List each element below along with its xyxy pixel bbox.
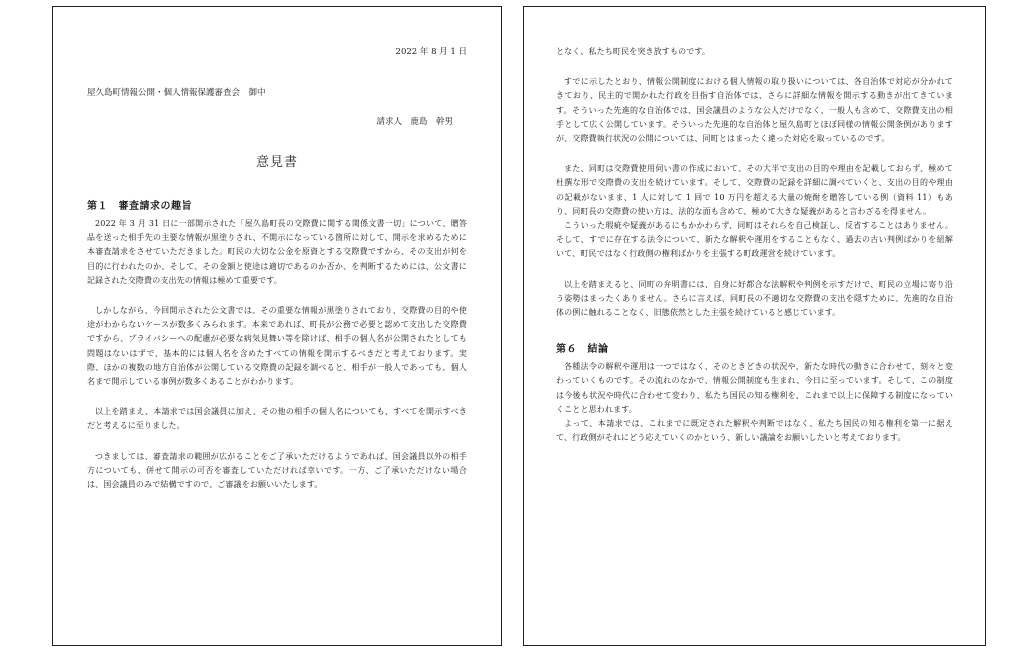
document-page-left [52,6,502,646]
paragraph: つきましては、審査請求の範囲が広がることをご了承いただけるようであれば、国会議員以外の相手方についても、併せて開示の可否を審査していただければ幸いです。一方、ご了承いただけない場合は、国会議員のみで結構ですので、ご審議をお願いいたします。 [87,451,467,490]
paragraph: 各種法令の解釈や運用は一つではなく、そのときどきの状況や、新たな時代の動きに合わせて、刻々と変わっていくものです。その流れのなかで、情報公開制度も生まれ、今日に至っています。そして、この制度は今後も状況や時代に合わせて変わり、私たち国民の知る権利を、これまで以上に保障する制度になっていくことと思われます。 [556,362,953,414]
section-heading: 第１ 審査請求の趣旨 [87,201,192,212]
paragraph: また、同町は交際費使用伺い書の作成において、その大半で支出の目的や理由を記載しておらず、極めて杜撰な形で交際費の支出を続けています。そして、交際費の記録を詳細に調べていくと、支出の目的や理由の記載がないまま、1 人に対して 1 回で 10 万円を超える大量の焼酎を贈答している例（資料 11）もあり、同町長の交際費の使い方は、法的な面も含めて、極めて大きな疑義があると言わざるを得ません。 [556,164,953,216]
continuation-line: となく、私たち町民を突き放すものです。 [556,47,711,56]
paragraph: 以上を踏まえ、本請求では国会議員に加え、その他の相手の個人名についても、すべてを開示すべきだと考えるに至りました。 [87,407,467,431]
left-body [87,197,467,492]
paragraph: しかしながら、今回開示された公文書では、その重要な情報が黒塗りされており、交際費の目的や使途がわからないケースが数多くみられます。本来であれば、町長が公務で必要と認めて支出した交際費ですから、プライバシーへの配慮が必要な病気見舞い等を除けば、相手の個人名が公開されたとしても問題はないはずで、基本的には個人名を含めたすべての情報を開示するべきだと考えております。実際、ほかの複数の地方自治体が公開している交際費の記録を調べると、相手が一般人であっても、個人名まで開示している事例が数多くあることがわかります。 [87,306,467,387]
requester-name: 請求人 鹿島 幹男 [376,117,453,127]
paragraph: よって、本請求では、これまでに既定された解釈や判断ではなく、私たち国民の知る権利を第一に据えて、行政側がそれにどう応えていくのかという、新しい議論をお願いしたいと考えております。 [556,419,953,443]
paragraph: 以上を踏まえると、同町の弁明書には、自身に好都合な法解釈や判例を示すだけで、町民の立場に寄り沿う姿勢はまったくありません。さらに言えば、同町長の不適切な交際費の支出を隠すために、先進的な自治体の例に触れることなく、旧態依然とした主張を続けていると感じています。 [556,279,953,318]
section-heading: 第６ 結論 [556,344,609,356]
right-body [556,45,953,445]
paragraph: すでに示したとおり、情報公開制度における個人情報の取り扱いについては、各自治体で対応が分かれてきており、民主的で開かれた行政を目指す自治体では、さらに詳細な情報を開示する動きが出てきています。そういった先進的な自治体では、国会議員のような公人だけでなく、一般人も含めて、交際費支出の相手として広く公開しています。そういった先進的な自治体と屋久島町とほぼ同様の情報公開条例がありますが、交際費執行状況の公開については、同町とはまったく違った対応を取っているのです。 [556,77,953,144]
paragraph: 2022 年 3 月 31 日に一部開示された「屋久島町長の交際費に関する関係文書一切」について、贈答品を送った相手先の主要な情報が黒塗りされ、不開示になっている箇所に対して、開示を求めるために本審査請求をさせていただきました。町民の大切な公金を原資とする交際費ですから、その支出が何を目的に行われたのか、そして、その金額と使途は適切であるのか否か、を判断するためには、公文書に記録された交際費の支出先の情報は極めて重要です。 [87,219,467,285]
document-title: 意見書 [255,155,298,170]
document-date: 2022 年 8 月 1 日 [395,47,467,57]
paragraph: こういった瑕疵や疑義があるにもかかわらず、同町はそれらを自己検証し、反省することはありません。そして、すでに存在する法令について、新たな解釈や運用をすることもなく、過去の古い判例ばかりを紐解いて、町民ではなく行政側の権利ばかりを主張する町政運営を続けています。 [556,221,953,259]
document-page-right [523,6,986,646]
addressee: 屋久島町情報公開・個人情報保護審査会 御中 [87,88,266,98]
